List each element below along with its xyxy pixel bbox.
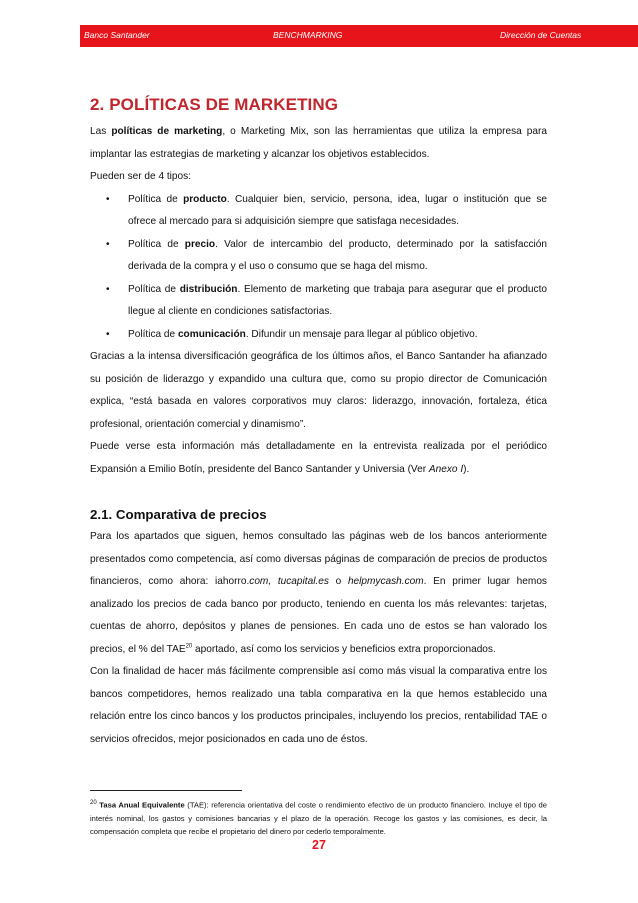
header-left: Banco Santander: [84, 30, 150, 40]
intro-text-c: , o Marketing Mix, son las herramientas que utiliza la empresa para implantar las estrategias de marketing y alcanzar los objetivos establecidos.: [90, 126, 547, 160]
footnote-term: Tasa Anual Equivalente: [99, 800, 185, 810]
comparativa-paragraph-2: Con la finalidad de hacer más fácilmente comprensible así como más visual la comparativa entre los bancos competidores, hemos realizado una tabla comparativa en la que hemos establecido una relación entre los cinco bancos y los productos principales, incluyendo los precios, rentabilidad TAE o servicios ofrecidos, mejor posicionados en cada uno de éstos.: [90, 666, 547, 745]
puede-paragraph: [90, 436, 547, 481]
anexo-link[interactable]: Anexo I: [428, 463, 464, 475]
list-item: [90, 279, 547, 324]
bullet-pre: Política de: [128, 238, 185, 250]
list-item: [90, 324, 547, 347]
p1-text-f: aportado, así como los servicios y beneficios extra proporcionados.: [192, 643, 496, 655]
bullet-bold: comunicación: [177, 328, 246, 340]
page-content: [90, 95, 547, 751]
bullet-icon: •: [106, 328, 110, 340]
bullet-pre: Política de: [128, 283, 180, 295]
header-right: Dirección de Cuentas: [500, 30, 582, 40]
bullet-icon: •: [106, 283, 110, 295]
footnote-ref[interactable]: 20: [185, 643, 193, 650]
bullet-bold: distribución: [179, 283, 238, 295]
intro-bold: políticas de marketing: [111, 126, 223, 137]
bullet-post: . Cualquier bien, servicio, persona, idea, lugar o institución que se ofrece al mercado para si adquisición siempre que satisfaga necesidades.: [128, 193, 547, 227]
types-line: Pueden ser de 4 tipos:: [90, 171, 192, 182]
p1-italic-b: com, tucapital.es: [249, 576, 329, 587]
list-item: [90, 189, 547, 234]
page-number: 27: [312, 838, 326, 852]
intro-text-a: Las: [90, 126, 112, 137]
list-item: [90, 234, 547, 279]
footnote-text: (TAE): referencia orientativa del coste o rendimiento efectivo de un producto financiero. Incluye el tipo de interés nominal, los gastos y comisiones bancarias y el plazo de la operación. Recoge los gastos y las comisiones, es decir, la compensación completa que recibe el propietario del dinero por cederlo temporalmente.: [90, 800, 547, 836]
gracias-paragraph: Gracias a la intensa diversificación geográfica de los últimos años, el Banco Santander ha afianzado su posición de liderazgo y expandido una cultura que, como su propio director de Comunicación explica, “está basada en valores corporativos muy claros: liderazgo, innovación, fortaleza, ética profesional, orientación comercial y dinamismo”.: [90, 351, 547, 430]
bullet-pre: Política de: [128, 193, 184, 205]
bullet-post: . Elemento de marketing que trabaja para asegurar que el producto llegue al cliente en condiciones satisfactorias.: [128, 283, 548, 317]
puede-text-a: Puede verse esta información más detalladamente en la entrevista realizada por el periódico Expansión a Emilio Botín, presidente del Banco Santander y Universia (Ver: [90, 441, 547, 475]
p1-text-a: Para los apartados que siguen, hemos consultado las páginas web de los bancos anteriormente presentados como competencia, así como diversas páginas de comparación de precios de productos financieros, como ahora: iahorro.: [90, 531, 547, 587]
header-center: BENCHMARKING: [273, 30, 343, 40]
puede-text-c: ).: [463, 463, 470, 475]
comparativa-paragraph-1: [90, 526, 547, 661]
bullet-bold: producto: [183, 193, 227, 205]
page-header: [80, 25, 638, 47]
section-gap: [90, 481, 547, 507]
subsection-title: 2.1. Comparativa de precios: [90, 507, 267, 522]
bullet-pre: Política de: [128, 328, 178, 340]
bullet-icon: •: [106, 193, 110, 205]
p1-italic-d: helpmycash.com: [347, 576, 424, 587]
p1-text-c: o: [328, 576, 348, 587]
intro-paragraph: [90, 121, 547, 166]
bullet-icon: •: [106, 238, 110, 250]
policy-list: [90, 189, 547, 347]
bullet-bold: precio: [184, 238, 216, 250]
bullet-post: . Difundir un mensaje para llegar al público objetivo.: [245, 328, 478, 340]
bullet-post: . Valor de intercambio del producto, determinado por la satisfacción derivada de la compra y el uso o consumo que se haga del mismo.: [128, 238, 548, 272]
p1-text-e: . En primer lugar hemos analizado los precios de cada banco por producto, teniendo en cuenta los más relevantes: tarjetas, cuentas de ahorro, depósitos y planes de pensiones. En cada uno de estos se han valorado los precios, el % del TAE: [90, 576, 547, 655]
footnote-divider: [90, 790, 242, 791]
section-title: 2. POLÍTICAS DE MARKETING: [90, 95, 339, 114]
footnote: [90, 797, 547, 838]
footnote-number: 20: [90, 800, 97, 806]
